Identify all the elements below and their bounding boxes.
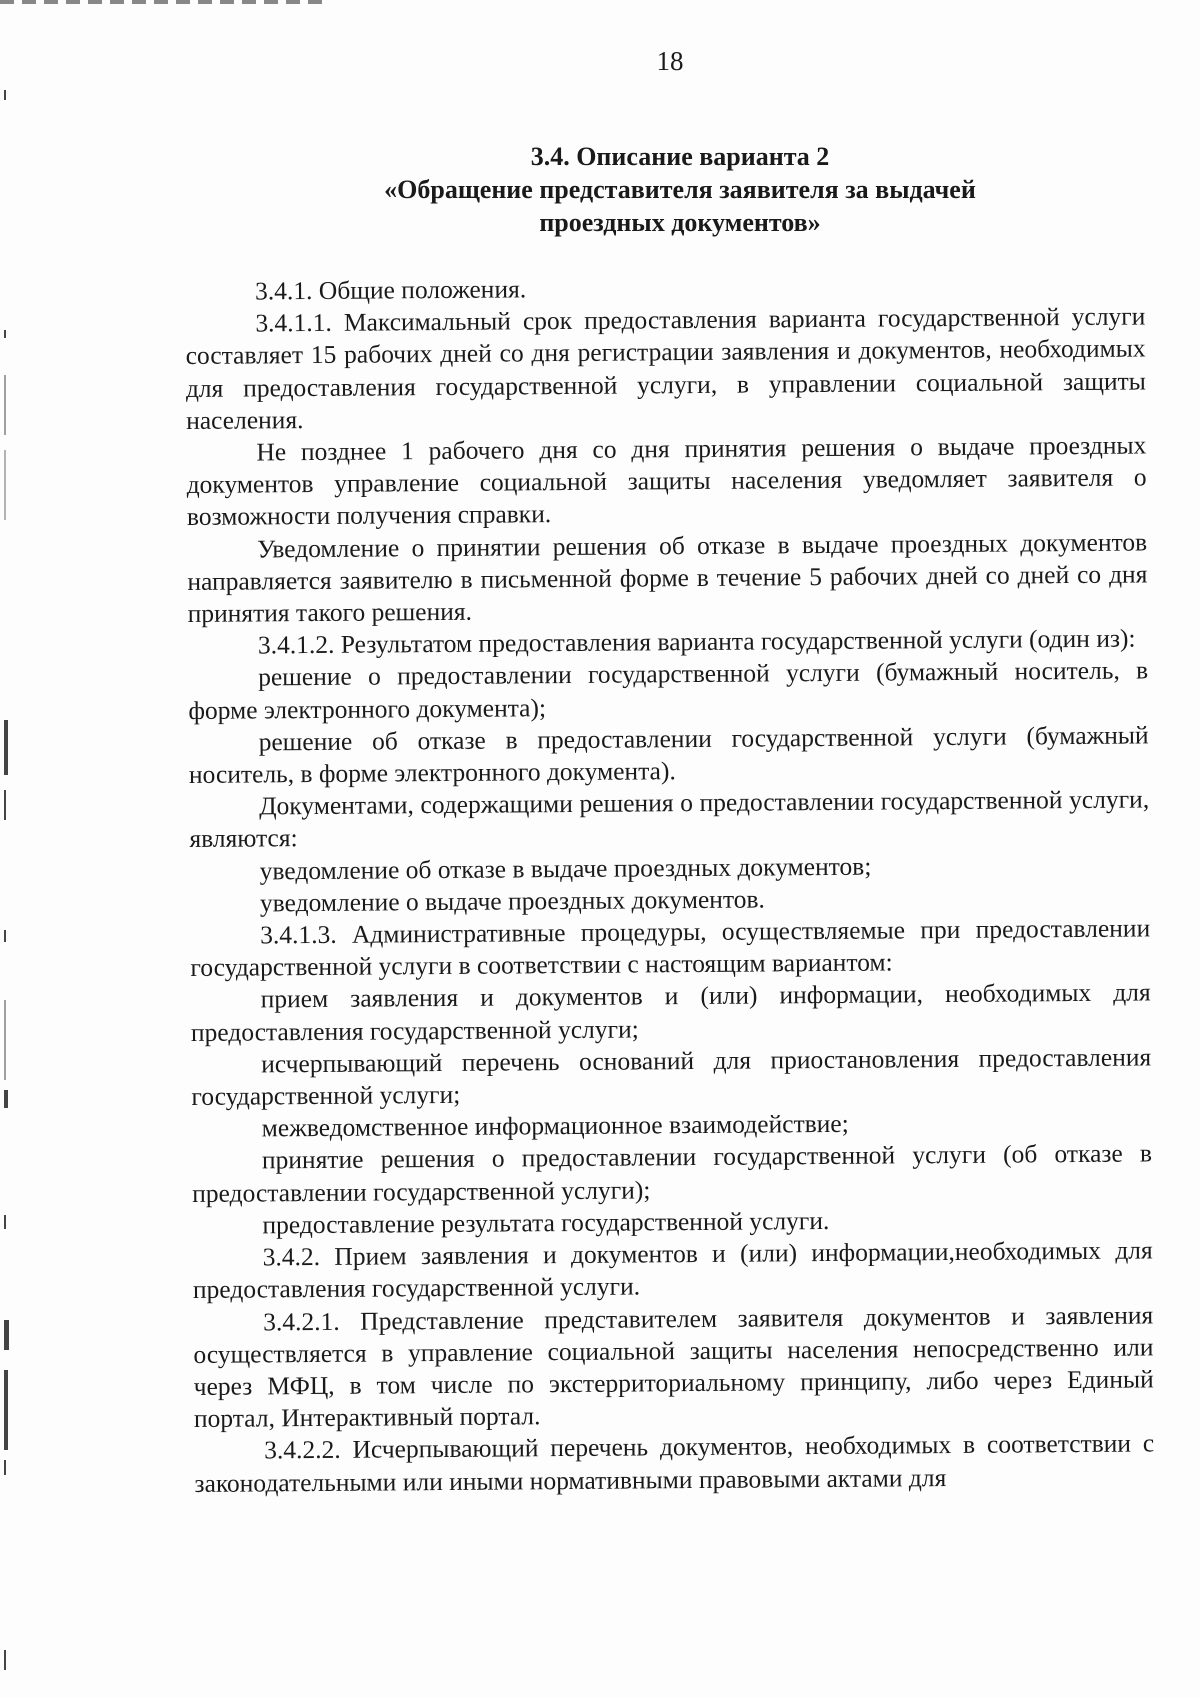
paragraph: прием заявления и документов и (или) информации, необходимых для предоставления государственной услуги; [190, 977, 1151, 1047]
paragraph: уведомление о выдаче проездных документов. [259, 884, 765, 918]
scan-artifact-left-edge [0, 0, 40, 1697]
paragraph: Уведомление о принятии решения об отказе в выдаче проездных документов направляется заявителю в письменной форме в течение 5 рабочих дней со дней со дня принятия такого решения. [187, 527, 1148, 629]
heading-line: проездных документов» [539, 208, 821, 237]
paragraph: Документами, содержащими решения о предоставлении государственной услуги, являются: [189, 784, 1150, 854]
heading-line: 3.4. Описание варианта 2 [530, 142, 830, 171]
paragraph: уведомление об отказе в выдаче проездных документов; [259, 851, 872, 886]
paragraph: 3.4.2.2. Исчерпывающий перечень документов, необходимых в соответствии с законодательными или иными нормативными правовыми актами для [194, 1428, 1155, 1498]
paragraph: Не позднее 1 рабочего дня со дня принятия решения о выдаче проездных документов управление социальной защиты населения уведомляет заявителя о возможности получения справки. [186, 430, 1147, 532]
paragraph: предоставление результата государственной услуги. [262, 1205, 830, 1240]
body-text [185, 268, 1155, 1499]
paragraph: исчерпывающий перечень оснований для приостановления предоставления государственной услуги; [191, 1042, 1152, 1112]
paragraph: решение о предоставлении государственной услуги (бумажный носитель, в форме электронного документа); [188, 655, 1149, 725]
paragraph: 3.4.1.1. Максимальный срок предоставления варианта государственной услуги составляет 15 рабочих дней со дня регистрации заявления и документов, необходимых для предоставления государственной услуги, в управлении социальной защиты населения. [185, 301, 1146, 435]
paragraph: межведомственное информационное взаимодействие; [261, 1109, 849, 1143]
paragraph: 3.4.1. Общие положения. [255, 274, 527, 306]
heading-line: «Обращение представителя заявителя за выдачей [384, 175, 976, 204]
paragraph: 3.4.2.1. Представление представителем заявителя документов и заявления осуществляется в управление социальной защиты населения непосредственно или через МФЦ, в том числе по экстерриториальному принципу, либо через Единый портал, Интерактивный портал. [193, 1299, 1154, 1434]
paragraph: 3.4.1.3. Административные процедуры, осуществляемые при предоставлении государственной услуги в соответствии с настоящим вариантом: [190, 913, 1151, 983]
section-heading [180, 140, 1180, 239]
paragraph: 3.4.2. Прием заявления и документов и (или) информации,необходимых для предоставления государственной услуги. [192, 1235, 1153, 1305]
paragraph: принятие решения о предоставлении государственной услуги (об отказе в предоставлении государственной услуги); [192, 1138, 1153, 1208]
page-number: 18 [656, 46, 684, 76]
paragraph: решение об отказе в предоставлении государственной услуги (бумажный носитель, в форме электронного документа). [188, 720, 1149, 790]
paragraph: 3.4.1.2. Результатом предоставления варианта государственной услуги (один из): [257, 623, 1136, 660]
scan-artifact-top [0, 0, 330, 4]
